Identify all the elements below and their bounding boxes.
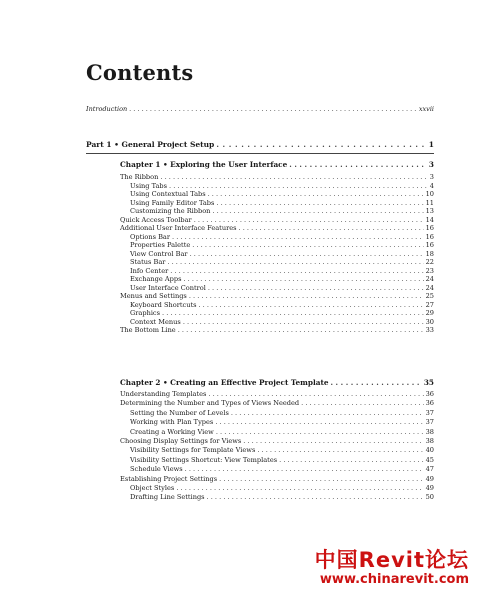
- toc-page-number: 38: [425, 427, 434, 436]
- leader-dots: [289, 160, 427, 169]
- toc-section[interactable]: [120, 399, 434, 407]
- toc-label: Introduction: [86, 105, 128, 113]
- toc-page-number: 36: [425, 399, 434, 408]
- toc-subsection[interactable]: [130, 484, 434, 492]
- toc-label: The Bottom Line: [120, 326, 176, 334]
- site-watermark: [289, 548, 469, 588]
- toc-subsection[interactable]: [130, 182, 434, 190]
- toc-label: Schedule Views: [130, 465, 183, 474]
- leader-dots: [216, 199, 423, 207]
- leader-dots: [212, 207, 423, 215]
- toc-subsection[interactable]: [130, 493, 434, 501]
- page-title: Contents: [86, 60, 194, 85]
- leader-dots: [207, 493, 424, 501]
- toc-page-number: 49: [425, 484, 434, 492]
- toc-subsection[interactable]: [130, 318, 434, 326]
- toc-page-number: 1: [428, 140, 434, 149]
- toc-page-number: 27: [425, 300, 434, 309]
- toc-subsection[interactable]: [130, 418, 434, 426]
- leader-dots: [216, 428, 424, 436]
- leader-dots: [190, 250, 424, 258]
- toc-label: Keyboard Shortcuts: [130, 300, 197, 309]
- toc-subsection[interactable]: [130, 301, 434, 309]
- toc-page-number: 4: [429, 181, 434, 190]
- toc-label: The Ribbon: [120, 173, 159, 181]
- toc-label: Visibility Settings for Template Views: [130, 446, 256, 455]
- toc-label: Using Contextual Tabs: [130, 190, 206, 198]
- toc-label: Context Menus: [130, 317, 181, 326]
- toc-subsection[interactable]: [130, 428, 434, 436]
- toc-subsection[interactable]: [130, 456, 434, 464]
- toc-page-number: 30: [425, 317, 434, 326]
- leader-dots: [239, 224, 424, 232]
- leader-dots: [167, 258, 423, 266]
- toc-label: Creating a Working View: [130, 427, 214, 436]
- toc-label: Graphics: [130, 309, 161, 317]
- toc-label: Setting the Number of Levels: [130, 408, 229, 417]
- toc-subsection[interactable]: [130, 207, 434, 215]
- leader-dots: [185, 465, 424, 473]
- leader-dots: [172, 233, 424, 241]
- leader-dots: [208, 284, 424, 292]
- toc-page-number: 37: [425, 408, 434, 417]
- leader-dots: [279, 456, 423, 464]
- toc-page-number: 50: [425, 493, 434, 502]
- toc-label: Options Bar: [130, 232, 171, 241]
- toc-subsection[interactable]: [130, 233, 434, 241]
- toc-subsection[interactable]: [130, 267, 434, 275]
- toc-subsection[interactable]: [130, 309, 434, 317]
- toc-label: Choosing Display Settings for Views: [120, 437, 242, 445]
- toc-label: Exchange Apps: [130, 275, 182, 283]
- toc-page-number: 3: [428, 160, 434, 169]
- toc-section[interactable]: [120, 292, 434, 300]
- leader-dots: [169, 182, 428, 190]
- toc-subsection[interactable]: [130, 190, 434, 198]
- toc-section[interactable]: [120, 216, 434, 224]
- toc-label: Info Center: [130, 266, 169, 275]
- toc-page-number: 40: [425, 446, 434, 455]
- toc-label: Drafting Line Settings: [130, 493, 205, 502]
- toc-section[interactable]: [120, 475, 434, 483]
- leader-dots: [194, 216, 424, 224]
- toc-page-number: 25: [425, 292, 434, 300]
- toc-page-number: 49: [425, 474, 434, 483]
- toc-page-number: 16: [425, 224, 434, 232]
- leader-dots: [257, 446, 423, 454]
- toc-label: User Interface Control: [130, 283, 206, 292]
- toc-section[interactable]: [120, 390, 434, 398]
- toc-label: Customizing the Ribbon: [130, 207, 211, 215]
- leader-dots: [189, 292, 424, 300]
- leader-dots: [176, 484, 423, 492]
- toc-subsection[interactable]: [130, 446, 434, 454]
- toc-page-number: 24: [425, 283, 434, 292]
- toc-subsection[interactable]: [130, 199, 434, 207]
- leader-dots: [129, 105, 417, 113]
- leader-dots: [160, 173, 427, 181]
- toc-section[interactable]: [120, 437, 434, 445]
- toc-page-number: 16: [425, 241, 434, 249]
- toc-page-number: 47: [425, 465, 434, 474]
- toc-label: Status Bar: [130, 258, 166, 266]
- leader-dots: [208, 390, 423, 398]
- toc-subsection[interactable]: [130, 258, 434, 266]
- toc-page-number: 22: [425, 258, 434, 266]
- watermark-url: www.chinarevit.com: [319, 572, 469, 587]
- toc-subsection[interactable]: [130, 241, 434, 249]
- leader-dots: [170, 267, 423, 275]
- toc-page-number: 24: [425, 275, 434, 283]
- toc-page-number: 14: [425, 215, 434, 224]
- toc-page-number: 36: [425, 390, 434, 398]
- leader-dots: [231, 409, 424, 417]
- leader-dots: [208, 190, 424, 198]
- toc-subsection[interactable]: [130, 409, 434, 417]
- toc-section[interactable]: [120, 326, 434, 334]
- toc-label: Determining the Number and Types of Views Needed: [120, 399, 300, 408]
- leader-dots: [243, 437, 423, 445]
- toc-subsection[interactable]: [130, 250, 434, 258]
- toc-label: Working with Plan Types: [130, 418, 214, 427]
- toc-label: Understanding Templates: [120, 390, 207, 398]
- toc-label: Object Styles: [130, 484, 175, 492]
- toc-label: Visibility Settings Shortcut: View Templates: [130, 455, 278, 464]
- leader-dots: [162, 309, 424, 317]
- toc-chapter[interactable]: [120, 378, 434, 387]
- toc-label: Menus and Settings: [120, 292, 187, 300]
- leader-dots: [330, 378, 421, 387]
- toc-page-number: 33: [425, 326, 434, 334]
- toc-page-number: 11: [425, 198, 434, 207]
- toc-label: Quick Access Toolbar: [120, 215, 192, 224]
- toc-page-number: 38: [425, 437, 434, 445]
- toc-introduction[interactable]: [86, 105, 434, 113]
- leader-dots: [183, 318, 424, 326]
- toc-subsection[interactable]: [130, 275, 434, 283]
- part-divider: [86, 153, 434, 154]
- toc-page-number: 35: [423, 378, 434, 387]
- toc-subsection[interactable]: [130, 284, 434, 292]
- toc-page-number: 18: [425, 249, 434, 258]
- toc-page-number: 37: [425, 418, 434, 427]
- toc-label: Properties Palette: [130, 241, 191, 249]
- leader-dots: [215, 418, 423, 426]
- toc-label: View Control Bar: [130, 249, 188, 258]
- toc-part[interactable]: [86, 140, 434, 149]
- leader-dots: [198, 301, 423, 309]
- leader-dots: [216, 140, 426, 149]
- leader-dots: [183, 275, 423, 283]
- toc-label: Chapter 2 • Creating an Effective Project Template: [120, 378, 329, 387]
- toc-section[interactable]: [120, 173, 434, 181]
- leader-dots: [301, 399, 423, 407]
- toc-chapter[interactable]: [120, 160, 434, 169]
- toc-label: Using Tabs: [130, 181, 168, 190]
- toc-page-number: 10: [425, 190, 434, 198]
- toc-label: Part 1 • General Project Setup: [86, 140, 215, 149]
- leader-dots: [178, 326, 424, 334]
- toc-label: Chapter 1 • Exploring the User Interface: [120, 160, 288, 169]
- toc-page-number: xxvii: [418, 105, 434, 113]
- toc-label: Additional User Interface Features: [120, 224, 237, 232]
- toc-label: Establishing Project Settings: [120, 474, 218, 483]
- toc-subsection[interactable]: [130, 465, 434, 473]
- toc-label: Using Family Editor Tabs: [130, 198, 215, 207]
- toc-page-number: 16: [425, 232, 434, 241]
- toc-page-number: 23: [425, 266, 434, 275]
- toc-page-number: 3: [429, 173, 434, 181]
- watermark-title: 中国Revit论坛: [314, 548, 469, 572]
- leader-dots: [219, 475, 423, 483]
- toc-page-number: 29: [425, 309, 434, 317]
- toc-page-number: 13: [425, 207, 434, 215]
- toc-section[interactable]: [120, 224, 434, 232]
- leader-dots: [192, 241, 423, 249]
- toc-page-number: 45: [425, 455, 434, 464]
